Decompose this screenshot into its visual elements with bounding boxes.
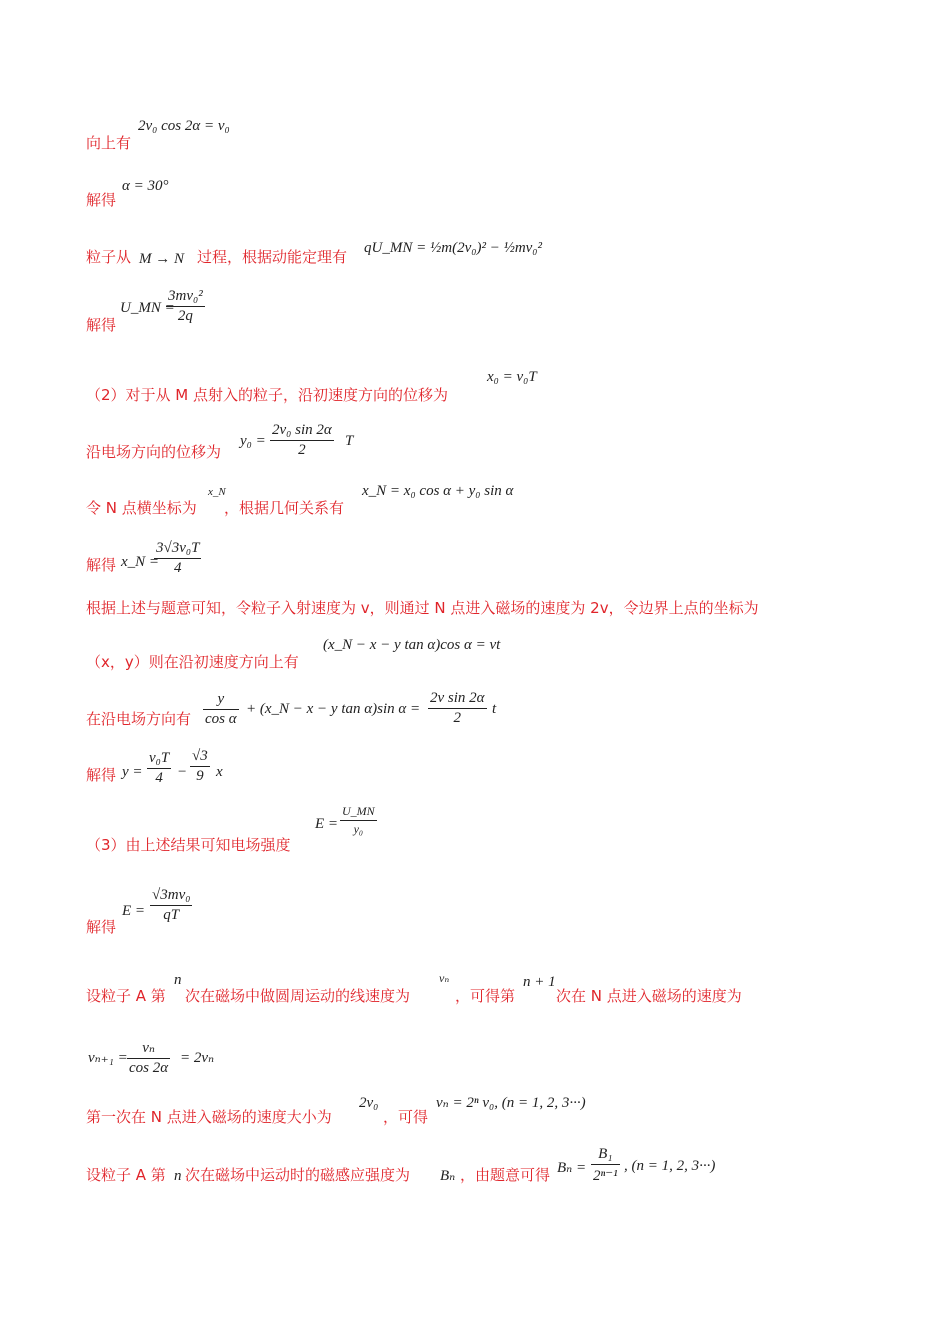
- fraction-numerator: 2v sin 2α: [430, 690, 485, 706]
- fraction-numerator: vₙ: [142, 1040, 155, 1056]
- fraction-2vsin: [428, 690, 487, 727]
- label-solve: 解得: [86, 918, 117, 936]
- var-2v0: 2v₀: [359, 1095, 379, 1111]
- text-obtain-nth: ，可得第: [455, 987, 516, 1005]
- equation-bn-tail: , (n = 1, 2, 3···): [624, 1158, 716, 1174]
- fraction-denominator: 4: [154, 558, 201, 577]
- var-vn: vₙ: [439, 971, 450, 985]
- equation-y-lhs: y =: [122, 764, 143, 780]
- equation-y0-lhs: y₀ =: [240, 433, 266, 449]
- text-part-2-displacement: （2）对于从 M 点射入的粒子，沿初速度方向的位移为: [86, 386, 449, 404]
- equation-vn1-lhs: vₙ₊₁ =: [88, 1050, 128, 1066]
- fraction-v0t-over-4: [147, 750, 171, 787]
- equation-e-lhs: E =: [315, 816, 339, 832]
- text-magnetic-induction: 次在磁场中运动时的磁感应强度为: [185, 1166, 411, 1184]
- label-solve: 解得: [86, 316, 117, 334]
- fraction-denominator: 2: [270, 440, 334, 459]
- fraction-b1-over-2n: [591, 1146, 620, 1185]
- equation-initial-direction: (x_N − x − y tan α)cos α = vt: [323, 637, 501, 653]
- equation-xn-lhs: x_N =: [121, 554, 160, 570]
- fraction-denominator: 4: [147, 768, 171, 787]
- fraction-y-over-cos: [203, 691, 239, 728]
- fraction-xn: [154, 540, 201, 577]
- var-bn: Bₙ: [440, 1168, 456, 1184]
- equation-umn-lhs: U_MN =: [120, 300, 175, 316]
- text-field-displacement: 沿电场方向的位移为: [86, 443, 222, 461]
- fraction-denominator: cos 2α: [129, 1060, 169, 1076]
- fraction-numerator: B₁: [598, 1146, 613, 1162]
- text-initial-direction: （x，y）则在沿初速度方向上有: [86, 653, 299, 671]
- fraction-denominator: cos α: [205, 711, 237, 727]
- fraction-sqrt3-over-9: [190, 748, 210, 785]
- equation-work-rhs: ½m(2v₀)² − ½mv₀²: [430, 240, 543, 256]
- text-linear-velocity: 次在磁场中做圆周运动的线速度为: [185, 987, 411, 1005]
- var-n-plus-1: n + 1: [523, 974, 556, 990]
- var-n: n: [174, 1168, 182, 1184]
- equation-velocity-relation: 2v₀ cos 2α = v₀: [138, 118, 230, 134]
- fraction-numerator: 2v₀ sin 2α: [272, 422, 332, 438]
- fraction-numerator: 3mv₀²: [168, 288, 203, 304]
- text-particle-from: 粒子从: [86, 248, 132, 266]
- equation-work-lhs: qU_MN =: [364, 240, 427, 256]
- text-by-problem: ，由题意可得: [460, 1166, 551, 1184]
- fraction-denominator: 2q: [166, 306, 205, 325]
- fraction-denominator: y₀: [340, 820, 377, 837]
- fraction-numerator: v₀T: [149, 750, 170, 766]
- equation-field-direction-tail: t: [492, 701, 497, 717]
- equation-vn-general: vₙ = 2ⁿ v₀, (n = 1, 2, 3···): [436, 1095, 586, 1111]
- fraction-denominator: qT: [150, 905, 192, 924]
- label-solve: 解得: [86, 766, 117, 784]
- fraction-numerator: √3: [192, 748, 208, 764]
- label-solve: 解得: [86, 556, 117, 574]
- text-particle-a-nth: 设粒子 A 第: [86, 1166, 166, 1184]
- fraction-e-result: [150, 887, 192, 924]
- equation-x0: x₀ = v₀T: [487, 369, 537, 385]
- label-solve: 解得: [86, 191, 117, 209]
- var-n: n: [174, 972, 182, 988]
- path-m-to-n: M → N: [139, 251, 184, 267]
- label-up: 向上有: [86, 134, 132, 152]
- equation-field-direction-middle: + (x_N − x − y tan α)sin α =: [246, 701, 421, 717]
- fraction-umn-over-y0: [340, 804, 377, 837]
- text-kinetic-energy-theorem: 过程，根据动能定理有: [197, 248, 348, 266]
- equation-y0-tail: T: [345, 433, 354, 449]
- fraction-numerator: U_MN: [342, 804, 375, 818]
- equation-vn1-tail: = 2vₙ: [180, 1050, 215, 1066]
- text-first-entry-speed: 第一次在 N 点进入磁场的速度大小为: [86, 1108, 332, 1126]
- equation-alpha: α = 30°: [122, 178, 169, 194]
- fraction-denominator: 2: [428, 708, 487, 727]
- text-part-3-field-strength: （3）由上述结果可知电场强度: [86, 836, 291, 854]
- fraction-denominator: 9: [190, 766, 210, 785]
- fraction-vn-over-cos: [127, 1038, 170, 1077]
- fraction-numerator: 3√3v₀T: [156, 540, 200, 556]
- fraction-numerator: √3mv₀: [152, 887, 191, 903]
- text-particle-a-nth: 设粒子 A 第: [86, 987, 166, 1005]
- text-enter-field-velocity: 次在 N 点进入磁场的速度为: [556, 987, 742, 1005]
- text-velocity-setup: 根据上述与题意可知，令粒子入射速度为 v，则通过 N 点进入磁场的速度为 2v，令边界上点的坐标为: [86, 599, 759, 617]
- equation-xn-geometry: x_N = x₀ cos α + y₀ sin α: [362, 483, 514, 499]
- equation-e-result-lhs: E =: [122, 903, 146, 919]
- text-n-abscissa: 令 N 点横坐标为: [86, 499, 197, 517]
- fraction-denominator: 2ⁿ⁻¹: [591, 1164, 620, 1185]
- fraction-y0: [270, 422, 334, 459]
- fraction-numerator: y: [217, 691, 225, 707]
- var-xn: x_N: [208, 486, 226, 498]
- equation-bn-lhs: Bₙ =: [557, 1160, 587, 1176]
- text-obtain: ，可得: [383, 1108, 429, 1126]
- text-field-direction: 在沿电场方向有: [86, 710, 192, 728]
- equation-y-tail: x: [216, 764, 223, 780]
- text-geometry-relation: ，根据几何关系有: [224, 499, 345, 517]
- fraction-umn: [166, 288, 205, 325]
- minus-sign: −: [178, 764, 187, 780]
